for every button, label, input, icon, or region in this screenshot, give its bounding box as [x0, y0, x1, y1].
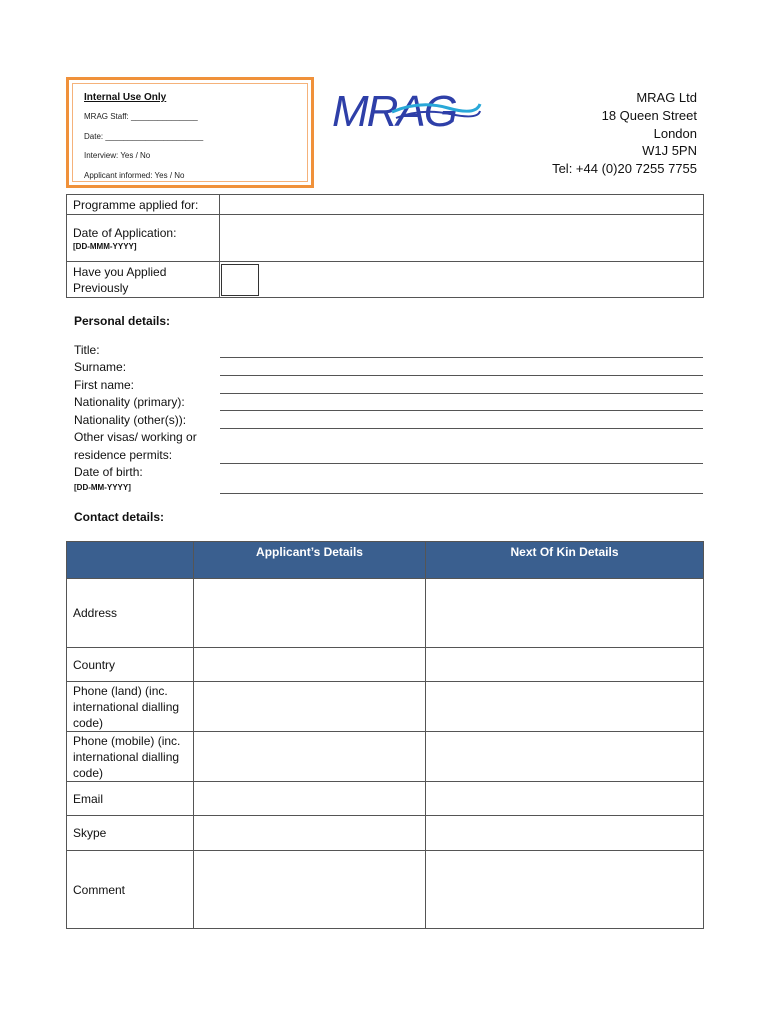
address-postcode: W1J 5PN: [642, 143, 697, 159]
company-address: [552, 89, 697, 178]
contact-header-next-of-kin: Next Of Kin Details: [426, 542, 704, 579]
first-name-input-line[interactable]: [220, 393, 703, 394]
contact-details-title: Contact details:: [74, 510, 165, 524]
internal-informed-line: Applicant informed: Yes / No: [84, 170, 185, 180]
mrag-logo: [330, 86, 482, 132]
row-label-phone-mobile: Phone (mobile) (inc. international dialling code): [67, 732, 194, 782]
applied-previously-label-1: Have you Applied: [73, 264, 167, 279]
applied-previously-cell: [67, 262, 220, 298]
label-surname: Surname:: [74, 360, 127, 374]
applied-previously-input-cell: [220, 262, 704, 298]
programme-input[interactable]: [220, 195, 704, 215]
applied-previously-label-2: Previously: [73, 280, 129, 295]
applicant-phone-land-cell[interactable]: [194, 682, 426, 732]
applicant-comment-cell[interactable]: [194, 851, 426, 929]
kin-email-cell[interactable]: [426, 782, 704, 816]
address-company: MRAG Ltd: [636, 90, 697, 105]
contact-header-applicant: Applicant’s Details: [194, 542, 426, 579]
label-dob: Date of birth:: [74, 465, 143, 479]
internal-staff-line: MRAG Staff: _______________: [84, 112, 198, 121]
kin-skype-cell[interactable]: [426, 816, 704, 851]
dob-format-hint: [DD-MM-YYYY]: [74, 483, 131, 492]
applicant-email-cell[interactable]: [194, 782, 426, 816]
applicant-country-cell[interactable]: [194, 648, 426, 682]
contact-header-blank: [67, 542, 194, 579]
label-visas-line1: Other visas/ working or: [74, 430, 197, 444]
surname-input-line[interactable]: [220, 375, 703, 376]
kin-country-cell[interactable]: [426, 648, 704, 682]
address-street: 18 Queen Street: [601, 107, 697, 123]
nationality-primary-input-line[interactable]: [220, 410, 703, 411]
label-visas-line2: residence permits:: [74, 448, 173, 462]
row-label-skype: Skype: [67, 816, 194, 851]
internal-use-box: [66, 77, 314, 188]
row-label-email: Email: [67, 782, 194, 816]
row-label-address: Address: [67, 579, 194, 648]
applicant-address-cell[interactable]: [194, 579, 426, 648]
applied-previously-checkbox[interactable]: [221, 264, 259, 296]
address-city: London: [653, 125, 697, 141]
applicant-phone-mobile-cell[interactable]: [194, 732, 426, 782]
date-format-hint: [DD-MMM-YYYY]: [73, 241, 137, 251]
internal-use-title: Internal Use Only: [84, 92, 167, 103]
internal-date-line: Date: ______________________: [84, 131, 204, 141]
date-application-cell: [67, 215, 220, 262]
title-input-line[interactable]: [220, 357, 703, 358]
label-title: Title:: [74, 343, 100, 357]
contact-table: [66, 541, 704, 929]
kin-phone-mobile-cell[interactable]: [426, 732, 704, 782]
row-label-country: Country: [67, 648, 194, 682]
personal-details-title: Personal details:: [74, 314, 171, 328]
programme-table: [66, 194, 704, 298]
visas-input-line[interactable]: [220, 463, 703, 464]
label-nationality-primary: Nationality (primary):: [74, 395, 185, 409]
label-nationality-other: Nationality (other(s)):: [74, 413, 187, 427]
row-label-phone-land: Phone (land) (inc. international dialling code): [67, 682, 194, 732]
dob-input-line[interactable]: [220, 493, 703, 494]
address-phone: Tel: +44 (0)20 7255 7755: [552, 161, 697, 177]
kin-comment-cell[interactable]: [426, 851, 704, 929]
label-first-name: First name:: [74, 378, 135, 392]
date-application-input[interactable]: [220, 215, 704, 262]
kin-address-cell[interactable]: [426, 579, 704, 648]
date-application-label: Date of Application:: [73, 225, 177, 240]
applicant-skype-cell[interactable]: [194, 816, 426, 851]
internal-interview-line: Interview: Yes / No: [84, 151, 151, 160]
nationality-other-input-line[interactable]: [220, 428, 703, 429]
row-label-comment: Comment: [67, 851, 194, 929]
programme-label: Programme applied for:: [67, 195, 220, 215]
kin-phone-land-cell[interactable]: [426, 682, 704, 732]
logo-text: MRAG: [332, 87, 456, 132]
